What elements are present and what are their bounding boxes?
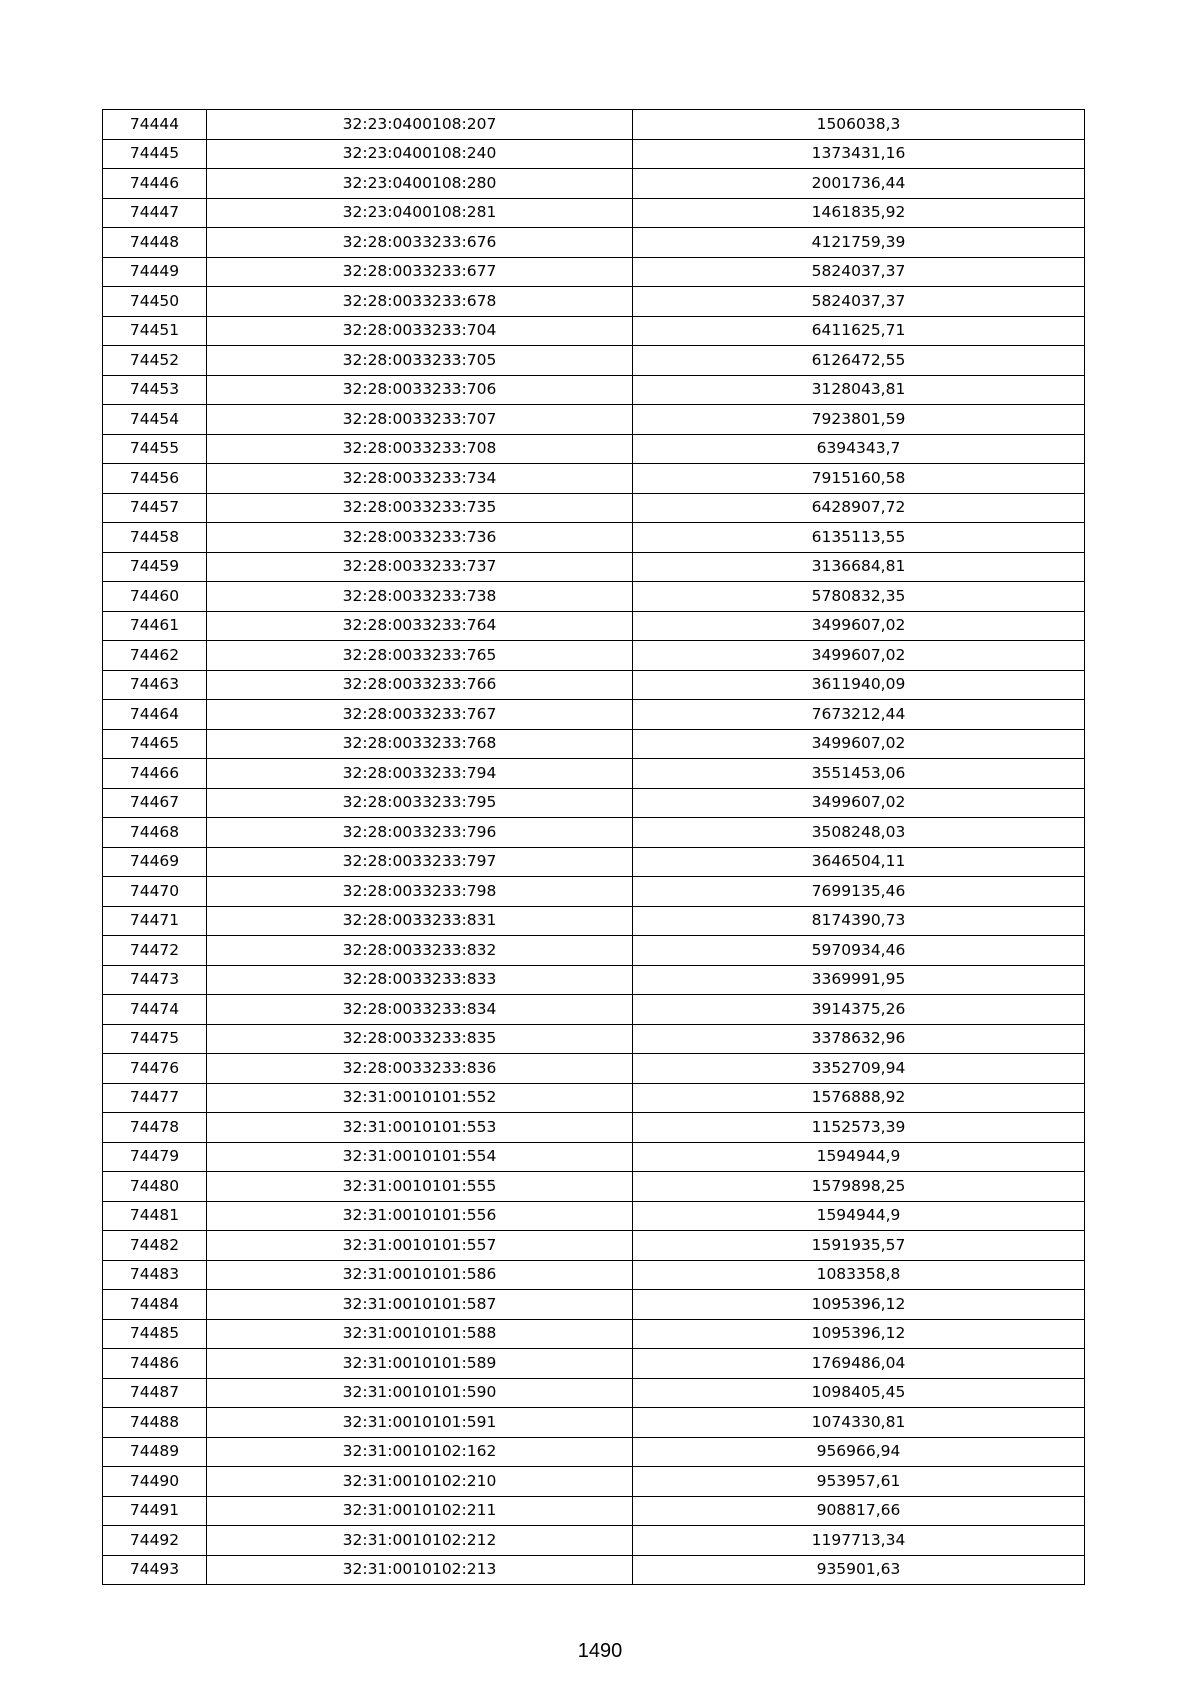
table-row [103, 965, 1085, 995]
row-number-cell: 74466 [103, 759, 207, 789]
row-number-cell: 74447 [103, 198, 207, 228]
table-row [103, 228, 1085, 258]
table-row [103, 1113, 1085, 1143]
cadastral-number-cell: 32:28:0033233:834 [207, 995, 633, 1025]
table-row [103, 1201, 1085, 1231]
row-number-cell: 74465 [103, 729, 207, 759]
cadastral-number-cell: 32:23:0400108:281 [207, 198, 633, 228]
value-cell: 6135113,55 [633, 523, 1085, 553]
value-cell: 6394343,7 [633, 434, 1085, 464]
cadastral-number-cell: 32:28:0033233:831 [207, 906, 633, 936]
row-number-cell: 74446 [103, 169, 207, 199]
row-number-cell: 74484 [103, 1290, 207, 1320]
cadastral-number-cell: 32:28:0033233:736 [207, 523, 633, 553]
value-cell: 956966,94 [633, 1437, 1085, 1467]
cadastral-number-cell: 32:28:0033233:735 [207, 493, 633, 523]
cadastral-number-cell: 32:31:0010101:591 [207, 1408, 633, 1438]
row-number-cell: 74449 [103, 257, 207, 287]
table-row [103, 1349, 1085, 1379]
value-cell: 908817,66 [633, 1496, 1085, 1526]
row-number-cell: 74471 [103, 906, 207, 936]
registry-table [102, 109, 1085, 1585]
value-cell: 1098405,45 [633, 1378, 1085, 1408]
row-number-cell: 74488 [103, 1408, 207, 1438]
table-row [103, 611, 1085, 641]
table-row [103, 169, 1085, 199]
cadastral-number-cell: 32:28:0033233:676 [207, 228, 633, 258]
value-cell: 3611940,09 [633, 670, 1085, 700]
value-cell: 5780832,35 [633, 582, 1085, 612]
value-cell: 7673212,44 [633, 700, 1085, 730]
row-number-cell: 74462 [103, 641, 207, 671]
cadastral-number-cell: 32:28:0033233:706 [207, 375, 633, 405]
value-cell: 3508248,03 [633, 818, 1085, 848]
cadastral-number-cell: 32:23:0400108:280 [207, 169, 633, 199]
table-row [103, 464, 1085, 494]
table-row [103, 1172, 1085, 1202]
cadastral-number-cell: 32:31:0010102:212 [207, 1526, 633, 1556]
table-row [103, 1437, 1085, 1467]
table-row [103, 847, 1085, 877]
row-number-cell: 74486 [103, 1349, 207, 1379]
row-number-cell: 74450 [103, 287, 207, 317]
table-row [103, 818, 1085, 848]
table-row [103, 110, 1085, 140]
value-cell: 5970934,46 [633, 936, 1085, 966]
row-number-cell: 74491 [103, 1496, 207, 1526]
cadastral-number-cell: 32:31:0010102:162 [207, 1437, 633, 1467]
cadastral-number-cell: 32:28:0033233:708 [207, 434, 633, 464]
value-cell: 7915160,58 [633, 464, 1085, 494]
row-number-cell: 74451 [103, 316, 207, 346]
table-row [103, 405, 1085, 435]
cadastral-number-cell: 32:28:0033233:705 [207, 346, 633, 376]
value-cell: 3378632,96 [633, 1024, 1085, 1054]
table-row [103, 1231, 1085, 1261]
value-cell: 953957,61 [633, 1467, 1085, 1497]
row-number-cell: 74487 [103, 1378, 207, 1408]
value-cell: 2001736,44 [633, 169, 1085, 199]
table-row [103, 552, 1085, 582]
cadastral-number-cell: 32:31:0010101:588 [207, 1319, 633, 1349]
cadastral-number-cell: 32:28:0033233:768 [207, 729, 633, 759]
value-cell: 1591935,57 [633, 1231, 1085, 1261]
row-number-cell: 74456 [103, 464, 207, 494]
cadastral-number-cell: 32:28:0033233:795 [207, 788, 633, 818]
table-row [103, 1054, 1085, 1084]
cadastral-number-cell: 32:28:0033233:798 [207, 877, 633, 907]
row-number-cell: 74448 [103, 228, 207, 258]
value-cell: 3914375,26 [633, 995, 1085, 1025]
value-cell: 1197713,34 [633, 1526, 1085, 1556]
cadastral-number-cell: 32:28:0033233:797 [207, 847, 633, 877]
row-number-cell: 74445 [103, 139, 207, 169]
cadastral-number-cell: 32:31:0010101:554 [207, 1142, 633, 1172]
table-row [103, 1083, 1085, 1113]
registry-table-body [103, 110, 1085, 1585]
value-cell: 3499607,02 [633, 729, 1085, 759]
value-cell: 1594944,9 [633, 1142, 1085, 1172]
value-cell: 1074330,81 [633, 1408, 1085, 1438]
row-number-cell: 74479 [103, 1142, 207, 1172]
cadastral-number-cell: 32:28:0033233:766 [207, 670, 633, 700]
table-row [103, 641, 1085, 671]
table-row [103, 523, 1085, 553]
row-number-cell: 74489 [103, 1437, 207, 1467]
cadastral-number-cell: 32:28:0033233:764 [207, 611, 633, 641]
table-row [103, 906, 1085, 936]
row-number-cell: 74469 [103, 847, 207, 877]
value-cell: 6126472,55 [633, 346, 1085, 376]
cadastral-number-cell: 32:31:0010101:589 [207, 1349, 633, 1379]
value-cell: 1594944,9 [633, 1201, 1085, 1231]
row-number-cell: 74459 [103, 552, 207, 582]
row-number-cell: 74493 [103, 1555, 207, 1585]
value-cell: 3369991,95 [633, 965, 1085, 995]
value-cell: 1083358,8 [633, 1260, 1085, 1290]
table-row [103, 936, 1085, 966]
value-cell: 3646504,11 [633, 847, 1085, 877]
row-number-cell: 74481 [103, 1201, 207, 1231]
value-cell: 1579898,25 [633, 1172, 1085, 1202]
table-row [103, 316, 1085, 346]
cadastral-number-cell: 32:28:0033233:833 [207, 965, 633, 995]
row-number-cell: 74485 [103, 1319, 207, 1349]
table-row [103, 1496, 1085, 1526]
value-cell: 4121759,39 [633, 228, 1085, 258]
table-row [103, 198, 1085, 228]
row-number-cell: 74464 [103, 700, 207, 730]
cadastral-number-cell: 32:31:0010101:557 [207, 1231, 633, 1261]
table-row [103, 1024, 1085, 1054]
cadastral-number-cell: 32:31:0010101:556 [207, 1201, 633, 1231]
cadastral-number-cell: 32:28:0033233:765 [207, 641, 633, 671]
cadastral-number-cell: 32:28:0033233:796 [207, 818, 633, 848]
row-number-cell: 74490 [103, 1467, 207, 1497]
cadastral-number-cell: 32:28:0033233:836 [207, 1054, 633, 1084]
value-cell: 1506038,3 [633, 110, 1085, 140]
table-row [103, 287, 1085, 317]
row-number-cell: 74474 [103, 995, 207, 1025]
row-number-cell: 74492 [103, 1526, 207, 1556]
cadastral-number-cell: 32:31:0010101:555 [207, 1172, 633, 1202]
value-cell: 3128043,81 [633, 375, 1085, 405]
value-cell: 1152573,39 [633, 1113, 1085, 1143]
cadastral-number-cell: 32:28:0033233:734 [207, 464, 633, 494]
row-number-cell: 74463 [103, 670, 207, 700]
table-row [103, 1526, 1085, 1556]
row-number-cell: 74452 [103, 346, 207, 376]
cadastral-number-cell: 32:28:0033233:794 [207, 759, 633, 789]
cadastral-number-cell: 32:28:0033233:707 [207, 405, 633, 435]
row-number-cell: 74460 [103, 582, 207, 612]
table-row [103, 1555, 1085, 1585]
row-number-cell: 74457 [103, 493, 207, 523]
table-row [103, 670, 1085, 700]
row-number-cell: 74444 [103, 110, 207, 140]
table-row [103, 257, 1085, 287]
cadastral-number-cell: 32:31:0010101:553 [207, 1113, 633, 1143]
table-row [103, 582, 1085, 612]
row-number-cell: 74472 [103, 936, 207, 966]
cadastral-number-cell: 32:23:0400108:207 [207, 110, 633, 140]
row-number-cell: 74455 [103, 434, 207, 464]
value-cell: 3499607,02 [633, 788, 1085, 818]
table-row [103, 375, 1085, 405]
table-row [103, 995, 1085, 1025]
cadastral-number-cell: 32:28:0033233:738 [207, 582, 633, 612]
cadastral-number-cell: 32:31:0010102:211 [207, 1496, 633, 1526]
value-cell: 1576888,92 [633, 1083, 1085, 1113]
row-number-cell: 74477 [103, 1083, 207, 1113]
row-number-cell: 74475 [103, 1024, 207, 1054]
value-cell: 1095396,12 [633, 1319, 1085, 1349]
value-cell: 935901,63 [633, 1555, 1085, 1585]
row-number-cell: 74468 [103, 818, 207, 848]
value-cell: 3352709,94 [633, 1054, 1085, 1084]
table-row [103, 1142, 1085, 1172]
cadastral-number-cell: 32:31:0010101:590 [207, 1378, 633, 1408]
table-row [103, 139, 1085, 169]
cadastral-number-cell: 32:28:0033233:835 [207, 1024, 633, 1054]
value-cell: 8174390,73 [633, 906, 1085, 936]
row-number-cell: 74461 [103, 611, 207, 641]
value-cell: 3499607,02 [633, 641, 1085, 671]
row-number-cell: 74483 [103, 1260, 207, 1290]
cadastral-number-cell: 32:28:0033233:767 [207, 700, 633, 730]
table-row [103, 1467, 1085, 1497]
value-cell: 3551453,06 [633, 759, 1085, 789]
row-number-cell: 74476 [103, 1054, 207, 1084]
value-cell: 7923801,59 [633, 405, 1085, 435]
table-row [103, 729, 1085, 759]
value-cell: 7699135,46 [633, 877, 1085, 907]
row-number-cell: 74478 [103, 1113, 207, 1143]
row-number-cell: 74458 [103, 523, 207, 553]
value-cell: 1461835,92 [633, 198, 1085, 228]
cadastral-number-cell: 32:28:0033233:678 [207, 287, 633, 317]
value-cell: 3499607,02 [633, 611, 1085, 641]
cadastral-number-cell: 32:31:0010101:587 [207, 1290, 633, 1320]
value-cell: 6428907,72 [633, 493, 1085, 523]
value-cell: 1373431,16 [633, 139, 1085, 169]
table-row [103, 700, 1085, 730]
table-row [103, 1378, 1085, 1408]
cadastral-number-cell: 32:28:0033233:737 [207, 552, 633, 582]
table-row [103, 346, 1085, 376]
row-number-cell: 74467 [103, 788, 207, 818]
row-number-cell: 74453 [103, 375, 207, 405]
page-number: 1490 [577, 1640, 623, 1662]
cadastral-number-cell: 32:31:0010101:586 [207, 1260, 633, 1290]
row-number-cell: 74470 [103, 877, 207, 907]
row-number-cell: 74454 [103, 405, 207, 435]
table-row [103, 1408, 1085, 1438]
cadastral-number-cell: 32:28:0033233:704 [207, 316, 633, 346]
table-row [103, 434, 1085, 464]
value-cell: 6411625,71 [633, 316, 1085, 346]
cadastral-number-cell: 32:28:0033233:677 [207, 257, 633, 287]
table-row [103, 493, 1085, 523]
row-number-cell: 74480 [103, 1172, 207, 1202]
value-cell: 5824037,37 [633, 257, 1085, 287]
cadastral-number-cell: 32:31:0010101:552 [207, 1083, 633, 1113]
table-row [103, 1319, 1085, 1349]
cadastral-number-cell: 32:23:0400108:240 [207, 139, 633, 169]
value-cell: 1769486,04 [633, 1349, 1085, 1379]
table-row [103, 1260, 1085, 1290]
value-cell: 5824037,37 [633, 287, 1085, 317]
value-cell: 1095396,12 [633, 1290, 1085, 1320]
table-row [103, 877, 1085, 907]
cadastral-number-cell: 32:31:0010102:210 [207, 1467, 633, 1497]
table-row [103, 788, 1085, 818]
row-number-cell: 74482 [103, 1231, 207, 1261]
row-number-cell: 74473 [103, 965, 207, 995]
table-row [103, 1290, 1085, 1320]
table-row [103, 759, 1085, 789]
value-cell: 3136684,81 [633, 552, 1085, 582]
cadastral-number-cell: 32:28:0033233:832 [207, 936, 633, 966]
cadastral-number-cell: 32:31:0010102:213 [207, 1555, 633, 1585]
